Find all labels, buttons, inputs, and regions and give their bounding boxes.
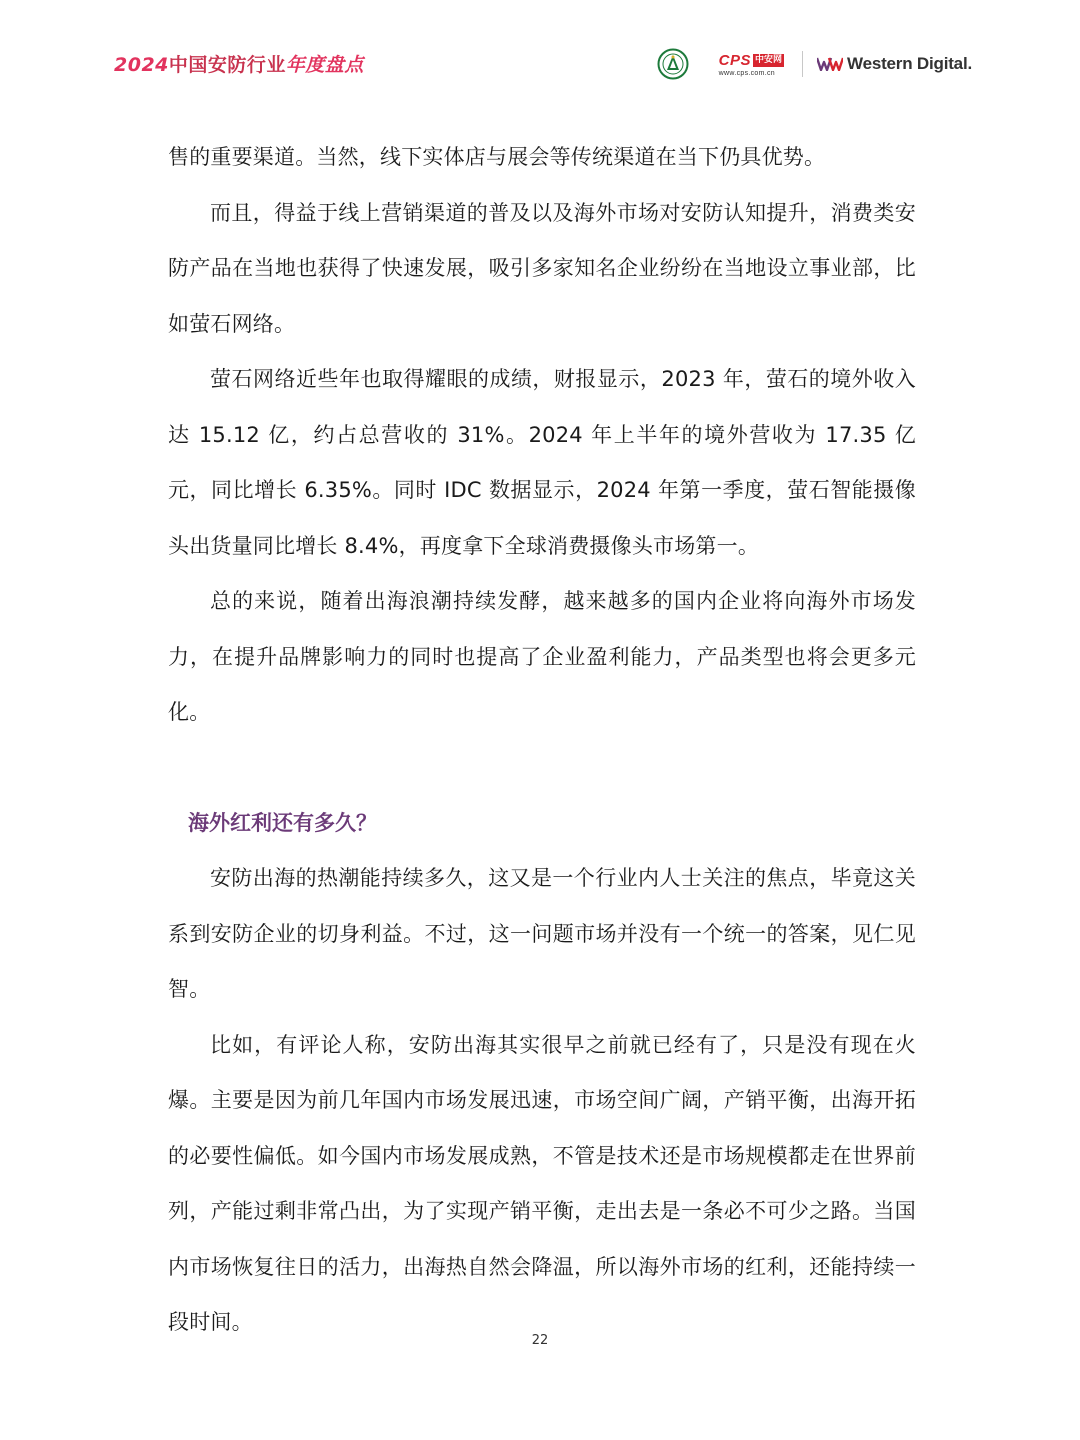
- paragraph: 安防出海的热潮能持续多久，这又是一个行业内人士关注的焦点，毕竟这关系到安防企业的切身利益。不过，这一问题市场并没有一个统一的答案，见仁见智。: [168, 866, 916, 1001]
- association-emblem-icon: [657, 48, 689, 80]
- cps-logo: [719, 52, 784, 77]
- page-header: [0, 0, 1080, 110]
- paragraph: 而且，得益于线上营销渠道的普及以及海外市场对安防认知提升，消费类安防产品在当地也获得了快速发展，吸引多家知名企业纷纷在当地设立事业部，比如萤石网络。: [168, 200, 916, 336]
- partner-logos: [657, 44, 972, 84]
- page-number: 22: [531, 1333, 549, 1348]
- western-digital-logo: [817, 54, 972, 74]
- paragraph: 萤石网络近些年也取得耀眼的成绩，财报显示，2023 年，萤石的境外收入达 15.12 亿，约占总营收的 31%。2024 年上半年的境外营收为 17.35 亿元，同比增长 6.35%。同时 IDC 数据显示，2024 年第一季度，萤石智能摄像头出货量同比增长 8.4%，再度拿下全球消费摄像头市场第一。: [168, 367, 916, 558]
- section-heading: 海外红利还有多久？: [188, 810, 377, 835]
- cps-logo-text: CPS: [718, 51, 752, 69]
- cps-logo-url: www.cps.com.cn: [718, 69, 775, 77]
- western-digital-mark-icon: [817, 57, 843, 71]
- report-title-end: 年度盘点: [285, 54, 364, 76]
- paragraph: 售的重要渠道。当然，线下实体店与展会等传统渠道在当下仍具优势。: [168, 145, 826, 169]
- report-title-year: 2024: [114, 54, 169, 76]
- cps-logo-badge: 中安网: [755, 54, 783, 65]
- paragraph: 总的来说，随着出海浪潮持续发酵，越来越多的国内企业将向海外市场发力，在提升品牌影响力的同时也提高了企业盈利能力，产品类型也将会更多元化。: [168, 589, 916, 724]
- report-title-middle: 中国安防行业: [168, 54, 286, 76]
- paragraph: 比如，有评论人称，安防出海其实很早之前就已经有了，只是没有现在火爆。主要是因为前几年国内市场发展迅速，市场空间广阔，产销平衡，出海开拓的必要性偏低。如今国内市场发展成熟，不管是技术还是市场规模都走在世界前列，产能过剩非常凸出，为了实现产销平衡，走出去是一条必不可少之路。当国内市场恢复往日的活力，出海热自然会降温，所以海外市场的红利，还能持续一段时间。: [168, 1032, 916, 1334]
- report-title: [114, 50, 364, 77]
- western-digital-logo-text: Western Digital.: [847, 54, 972, 73]
- article-body: [168, 130, 916, 1351]
- logo-divider: [802, 51, 803, 77]
